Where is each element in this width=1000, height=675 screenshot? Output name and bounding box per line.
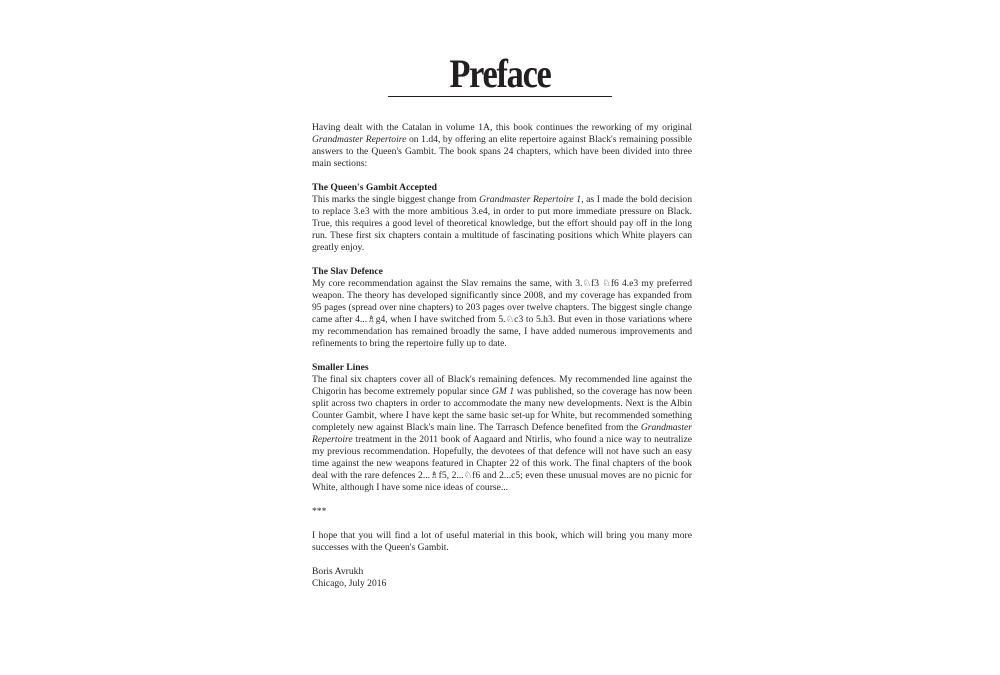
qga-text-2: , as I made the bold decision to replace 3.e3 with the more ambitious 3.e4, in order to put more immediate pressure on Black. True, this requires a good level of theoretical knowledge, but the effort should pay off in the long run. These first six chapters contain a multitude of fascinating positions which White players can greatly enjoy. (312, 194, 692, 253)
signature-name: Boris Avrukh (312, 566, 364, 577)
section-heading-smaller-lines: Smaller Lines (312, 362, 369, 373)
section-paragraph-slav: My core recommendation against the Slav remains the same, with 3.♘f3 ♘f6 4.e3 my preferred weapon. The theory has developed significantly since 2008, and my coverage has expanded from 95 pages (spread over nine chapters) to 203 pages over twelve chapters. The biggest single change came after 4...♗g4, when I have switched from 5.♘c3 to 5.h3. But even in those variations where my recommendation has remained broadly the same, I have added numerous improvements and refinements to bring the repertoire fully up to date. (312, 278, 692, 349)
intro-paragraph (312, 122, 692, 170)
page-title: Preface (449, 51, 551, 96)
intro-book-title: Grandmaster Repertoire (312, 134, 407, 145)
section-heading-slav: The Slav Defence (312, 266, 383, 277)
section-separator: *** (312, 506, 327, 517)
qga-text-1: This marks the single biggest change from (312, 194, 480, 205)
smaller-book-title: Grandmaster Repertoire (312, 422, 692, 445)
closing-paragraph: I hope that you will find a lot of useful material in this book, which will bring you many more successes with the Queen's Gambit. (312, 530, 692, 553)
section-heading-qga: The Queen's Gambit Accepted (312, 182, 437, 193)
section-paragraph-smaller-lines (312, 374, 692, 494)
signature-place-date: Chicago, July 2016 (312, 578, 387, 589)
smaller-gm1: GM 1 (491, 386, 515, 397)
smaller-text-3: treatment in the 2011 book of Aagaard and Ntirlis, who found a nice way to neutralize my previous recommendation. Hopefully, the devotees of that defence will not have such an easy time against the new weapons featured in Chapter 22 of this work. The final chapters of the book deal with the rare defences 2...♗f5, 2...♘f6 and 2...c5; even these unusual moves are no picnic for White, although I have some nice ideas of course... (312, 434, 692, 493)
smaller-text-1: The final six chapters cover all of Black's remaining defences. My recommended line against the Chigorin has become extremely popular since (312, 374, 692, 397)
signature (312, 566, 692, 590)
qga-book-title: Grandmaster Repertoire 1 (479, 194, 582, 205)
intro-text-1: Having dealt with the Catalan in volume 1A, this book continues the reworking of my original (312, 122, 692, 133)
preface-body (312, 122, 692, 590)
section-paragraph-qga (312, 194, 692, 254)
title-underline (388, 96, 612, 97)
smaller-text-2: was published, so the coverage has now been split across two chapters in order to accommodate the many new developments. Next is the Albin Counter Gambit, where I have kept the same basic set-up for White, but recommended something completely new against Black's main line. The Tarrasch Defence benefited from the (312, 386, 693, 433)
intro-text-2: on 1.d4, by offering an elite repertoire against Black's remaining possible answers to the Queen's Gambit. The book spans 24 chapters, which have been divided into three main sections: (312, 134, 692, 169)
